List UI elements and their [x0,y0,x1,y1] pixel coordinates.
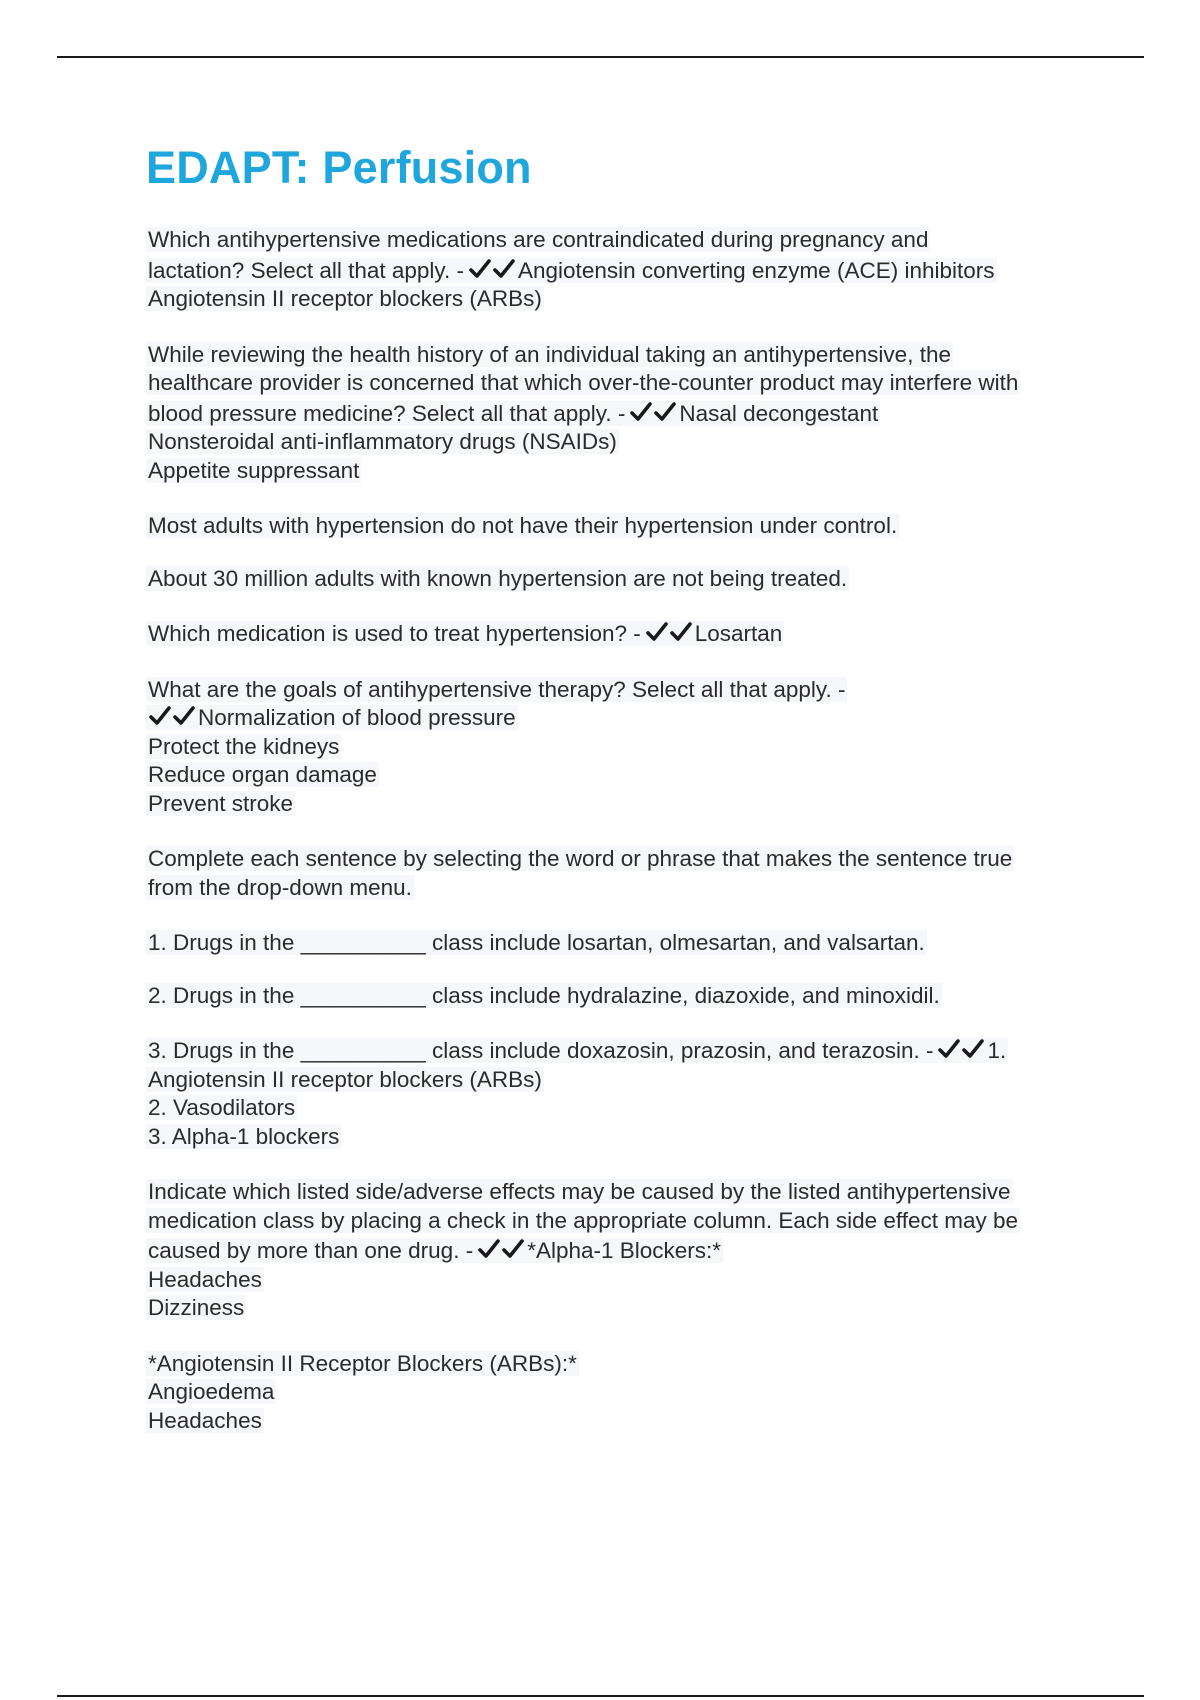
check-mark-icon [492,257,516,281]
answer-text: Appetite suppressant [148,457,360,483]
check-mark-icon [477,1237,501,1261]
sentence-3-with-answers [146,1037,1096,1151]
qa-block-contraindicated-pregnancy [146,226,1096,314]
question-text: blood pressure medicine? Select all that apply. - [148,400,626,426]
question-text: lactation? Select all that apply. - [148,257,465,283]
answer-text: Headaches [148,1266,262,1292]
question-text: healthcare provider is concerned that which over-the-counter product may interfere with [148,370,1019,395]
answer-text: Normalization of blood pressure [198,705,516,730]
double-check-mark [148,704,196,733]
fact-text: Most adults with hypertension do not have their hypertension under control. [148,513,898,538]
answer-text: Angiotensin II receptor blockers (ARBs) [148,1066,542,1092]
answer-text: Angiotensin II receptor blockers (ARBs) [148,286,542,311]
check-mark-icon [645,620,669,644]
qa-block-therapy-goals [146,676,1096,819]
question-text: What are the goals of antihypertensive therapy? Select all that apply. - [148,676,846,702]
double-check-mark [477,1237,525,1266]
question-text: caused by more than one drug. - [148,1238,474,1263]
question-text: 3. Drugs in the __________ class include doxazosin, prazosin, and terazosin. - [148,1038,934,1063]
qa-block-side-effects [146,1178,1096,1323]
answer-text: Dizziness [148,1295,245,1320]
qa-block-otc-products [146,341,1096,486]
question-text: Which antihypertensive medications are contraindicated during pregnancy and [148,227,929,252]
question-text: While reviewing the health history of an individual taking an antihypertensive, the [148,341,951,367]
answer-text: Losartan [694,621,783,646]
qa-block-side-effects-arbs [146,1350,1096,1436]
double-check-mark [629,400,677,429]
answer-text: 3. Alpha-1 blockers [148,1123,340,1149]
question-text: Complete each sentence by selecting the word or phrase that makes the sentence true [148,846,1013,871]
document-body [146,226,1096,1462]
check-mark-icon [501,1237,525,1261]
answer-text: Reduce organ damage [148,762,377,787]
double-check-mark [937,1037,985,1066]
check-mark-icon [653,400,677,424]
check-mark-icon [148,704,172,728]
answer-text: Nonsteroidal anti-inflammatory drugs (NSAIDs) [148,429,617,454]
answer-text: Angiotensin converting enzyme (ACE) inhibitors [518,257,995,283]
answer-text: *Angiotensin II Receptor Blockers (ARBs):* [148,1350,577,1376]
answer-text: 2. Vasodilators [148,1095,296,1120]
answer-text: *Alpha-1 Blockers:* [527,1238,722,1263]
bottom-rule [57,1695,1144,1697]
answer-text: Nasal decongestant [679,400,879,426]
top-rule [57,56,1144,58]
double-check-mark [468,257,516,286]
answer-text: Angioedema [148,1379,275,1404]
check-mark-icon [172,704,196,728]
answer-text: Protect the kidneys [148,733,340,759]
double-check-mark [645,620,693,649]
fact-text: About 30 million adults with known hypertension are not being treated. [148,565,848,591]
answer-text: Headaches [148,1407,262,1433]
qa-block-drug-classes-intro [146,845,1096,902]
question-text: Indicate which listed side/adverse effects may be caused by the listed antihypertensive [148,1179,1011,1204]
sentence-2 [146,982,1096,1011]
check-mark-icon [669,620,693,644]
question-text: from the drop-down menu. [148,874,412,900]
question-text: 2. Drugs in the __________ class include hydralazine, diazoxide, and minoxidil. [148,982,940,1008]
question-text: Which medication is used to treat hypertension? - [148,621,641,646]
qa-block-losartan [146,620,1096,649]
fact-block [146,565,1096,594]
check-mark-icon [961,1037,985,1061]
question-text: medication class by placing a check in the appropriate column. Each side effect may be [148,1207,1019,1233]
answer-text: Prevent stroke [148,790,294,816]
sentence-1 [146,929,1096,958]
check-mark-icon [937,1037,961,1061]
check-mark-icon [629,400,653,424]
page-title: EDAPT: Perfusion [146,142,532,193]
fact-block [146,512,1096,541]
question-text: 1. Drugs in the __________ class include losartan, olmesartan, and valsartan. [148,930,925,955]
answer-text: 1. [987,1038,1007,1063]
check-mark-icon [468,257,492,281]
